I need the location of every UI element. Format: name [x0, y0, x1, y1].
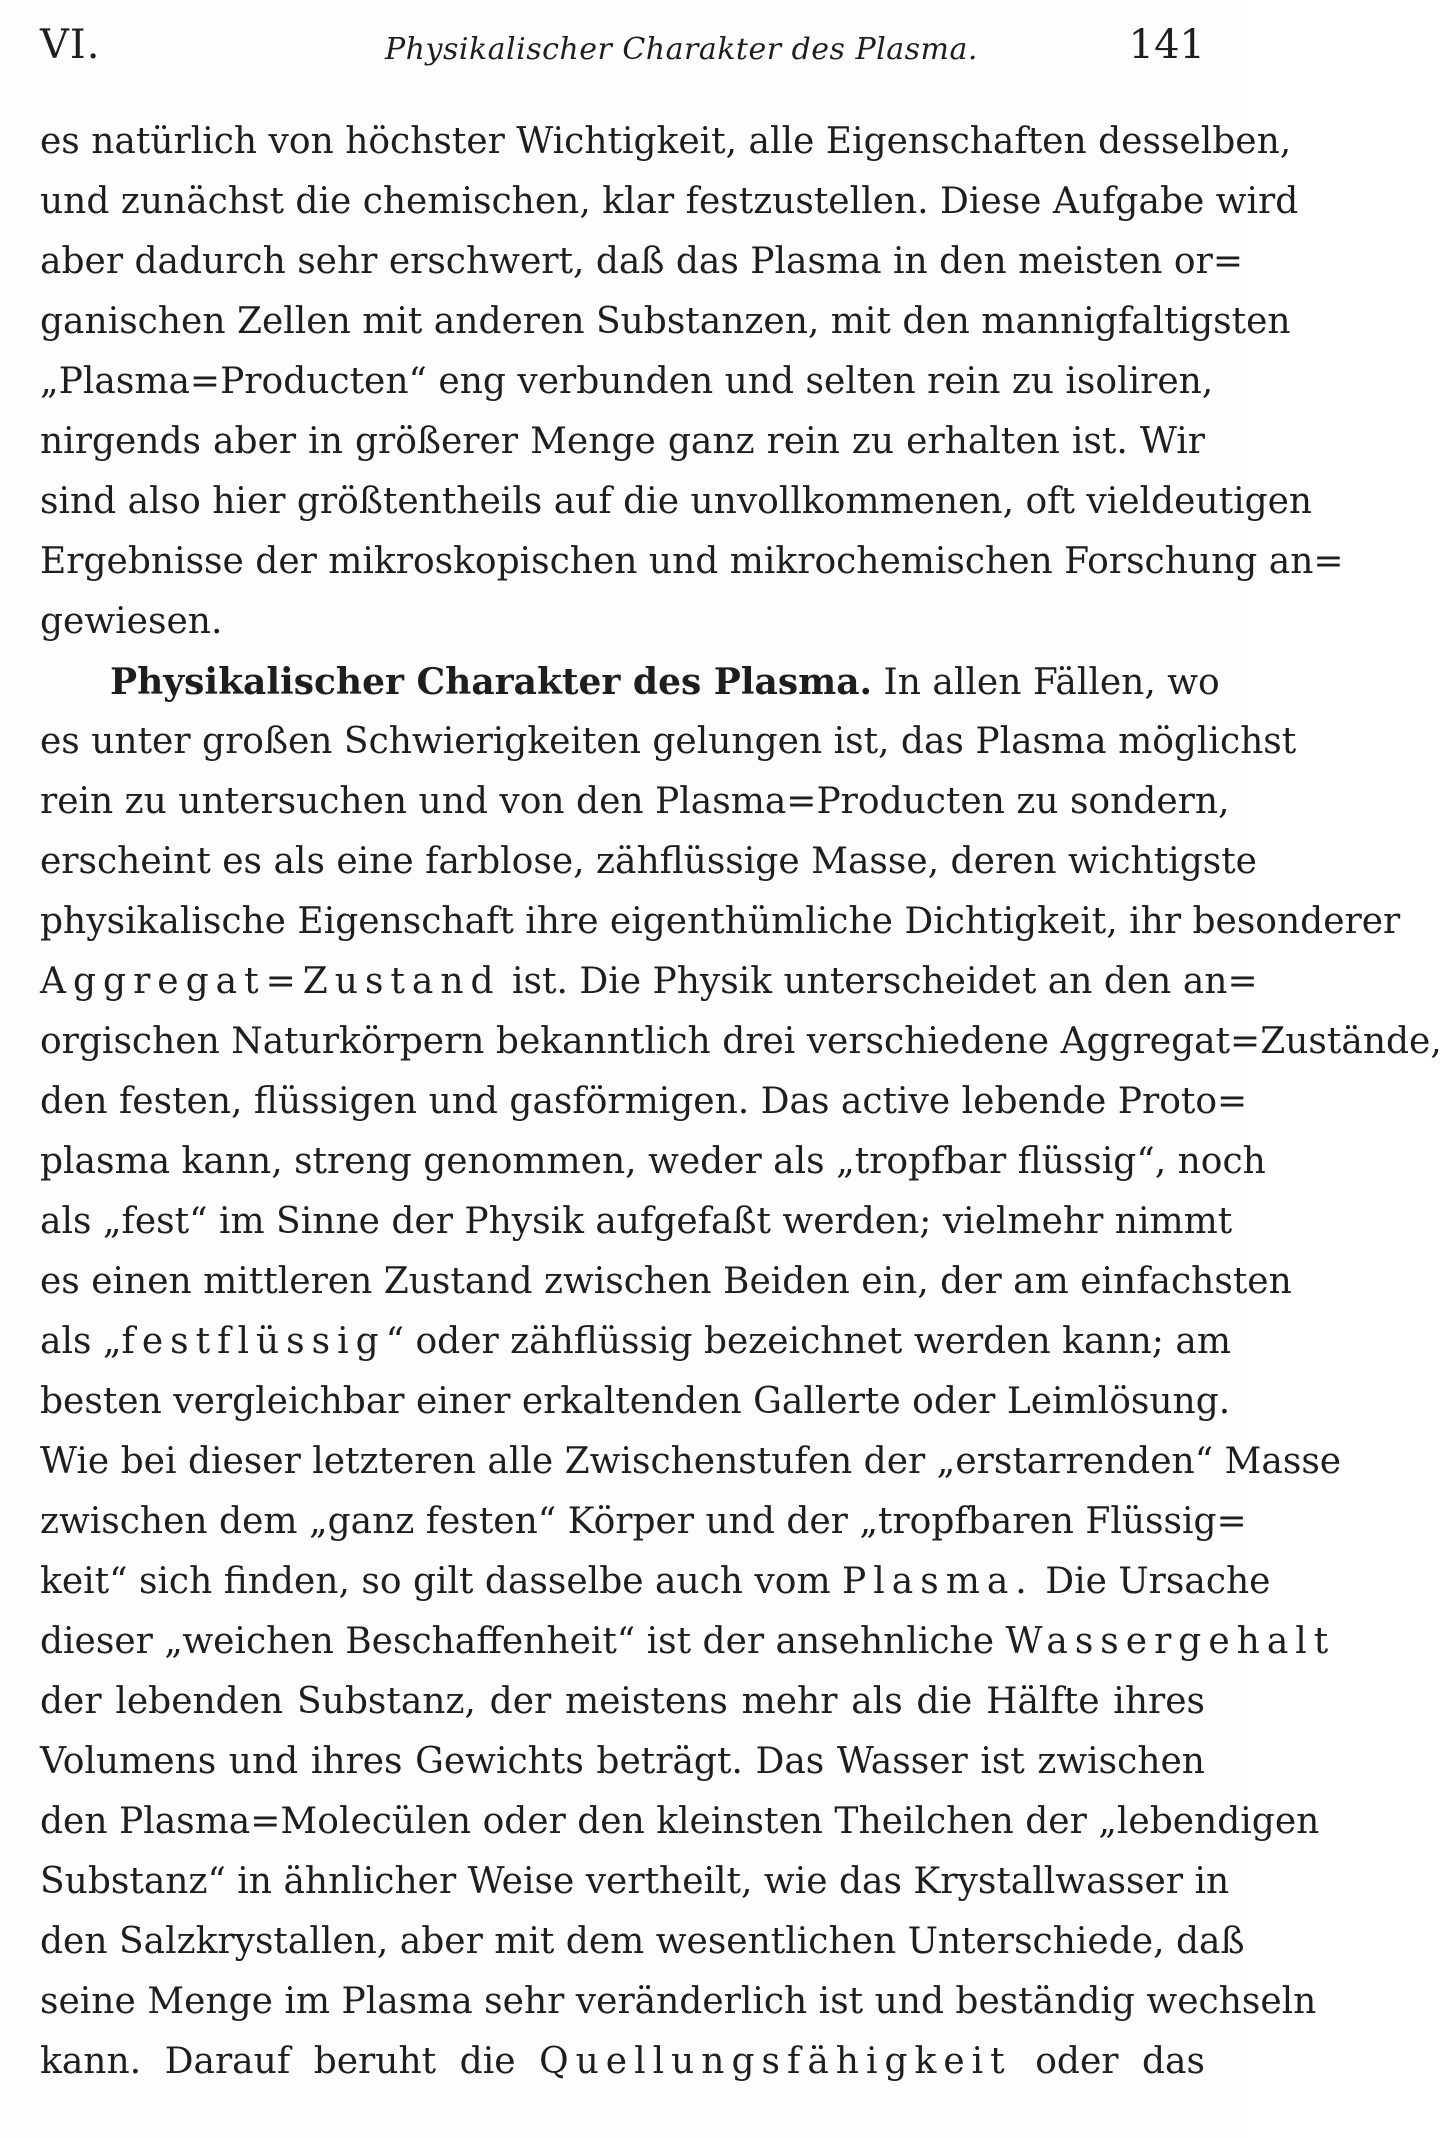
body-text — [40, 112, 1442, 2092]
page-number: 141 — [1128, 22, 1205, 68]
text-line: orgischen Naturkörpern bekanntlich drei verschiedene Aggregat=Zustände, — [40, 1021, 1442, 1062]
section-heading: Physikalischer Charakter des Plasma. — [110, 661, 873, 703]
text-span: keit“ sich finden, so gilt dasselbe auch vom — [40, 1561, 831, 1602]
text-line: den Plasma=Molecülen oder den kleinsten Theilchen der „lebendigen — [40, 1801, 1320, 1842]
spaced-term: Plasma. — [842, 1561, 1034, 1602]
text-line: seine Menge im Plasma sehr veränderlich ist und beständig wechseln — [40, 1981, 1317, 2022]
text-span: ist. Die Physik unterscheidet an den an= — [512, 961, 1258, 1002]
spaced-term: Quellungsfähigkeit — [539, 2041, 1012, 2082]
text-span: Die Ursache — [1045, 1561, 1271, 1602]
text-line: den festen, flüssigen und gasförmigen. Das active lebende Proto= — [40, 1081, 1248, 1122]
section-first-line — [40, 652, 1220, 712]
text-span: dieser „weichen Beschaffenheit“ ist der ansehnliche — [40, 1621, 995, 1662]
text-span: “ oder zähflüssig bezeichnet werden kann; am — [385, 1321, 1231, 1362]
text-line: Ergebnisse der mikroskopischen und mikrochemischen Forschung an= — [40, 541, 1344, 582]
running-title: Physikalischer Charakter des Plasma. — [385, 32, 978, 67]
text-line: als „fest“ im Sinne der Physik aufgefaßt werden; vielmehr nimmt — [40, 1201, 1233, 1242]
text-line: Volumens und ihres Gewichts beträgt. Das Wasser ist zwischen — [40, 1741, 1205, 1782]
text-line: besten vergleichbar einer erkaltenden Gallerte oder Leimlösung. — [40, 1381, 1231, 1422]
spaced-term: Aggregat=Zustand — [40, 961, 501, 1002]
text-line: es einen mittleren Zustand zwischen Beiden ein, der am einfachsten — [40, 1261, 1292, 1302]
running-head — [40, 22, 1205, 82]
text-line: plasma kann, streng genommen, weder als „tropfbar flüssig“, noch — [40, 1141, 1266, 1182]
text-line: es natürlich von höchster Wichtigkeit, alle Eigenschaften desselben, — [40, 121, 1292, 162]
text-line: der lebenden Substanz, der meistens mehr als die Hälfte ihres — [40, 1681, 1205, 1722]
text-line: den Salzkrystallen, aber mit dem wesentlichen Unterschiede, daß — [40, 1921, 1245, 1962]
text-span: In allen Fällen, wo — [883, 662, 1220, 703]
text-line: es unter großen Schwierigkeiten gelungen ist, das Plasma möglichst — [40, 721, 1297, 762]
text-line: „Plasma=Producten“ eng verbunden und selten rein zu isoliren, — [40, 361, 1214, 402]
spaced-term: festflüssig — [121, 1321, 386, 1362]
text-span: oder das — [1035, 2041, 1205, 2082]
text-line — [40, 1552, 1271, 1612]
text-line: Substanz“ in ähnlicher Weise vertheilt, wie das Krystallwasser in — [40, 1861, 1230, 1902]
chapter-number: VI. — [40, 22, 101, 68]
text-line: nirgends aber in größerer Menge ganz rein zu erhalten ist. Wir — [40, 421, 1205, 462]
text-line: aber dadurch sehr erschwert, daß das Plasma in den meisten or= — [40, 241, 1243, 282]
text-line — [40, 2032, 1205, 2092]
text-line: erscheint es als eine farblose, zähflüssige Masse, deren wichtigste — [40, 841, 1257, 882]
text-line: zwischen dem „ganz festen“ Körper und der „tropfbaren Flüssig= — [40, 1501, 1247, 1542]
text-line: rein zu untersuchen und von den Plasma=Producten zu sondern, — [40, 781, 1230, 822]
text-line: und zunächst die chemischen, klar festzustellen. Diese Aufgabe wird — [40, 181, 1299, 222]
text-line: gewiesen. — [40, 601, 223, 642]
text-line — [40, 1312, 1231, 1372]
text-line: Wie bei dieser letzteren alle Zwischenstufen der „erstarrenden“ Masse — [40, 1441, 1342, 1482]
text-line: physikalische Eigenschaft ihre eigenthümliche Dichtigkeit, ihr besonderer — [40, 901, 1401, 942]
text-line: ganischen Zellen mit anderen Substanzen, mit den mannigfaltigsten — [40, 301, 1291, 342]
text-line — [40, 952, 1258, 1012]
spaced-term: Wassergehalt — [1005, 1621, 1336, 1662]
text-span: kann. Darauf beruht die — [40, 2041, 516, 2082]
text-line — [40, 1612, 1336, 1672]
text-span: als „ — [40, 1321, 122, 1362]
text-line: sind also hier größtentheils auf die unvollkommenen, oft vieldeutigen — [40, 481, 1313, 522]
